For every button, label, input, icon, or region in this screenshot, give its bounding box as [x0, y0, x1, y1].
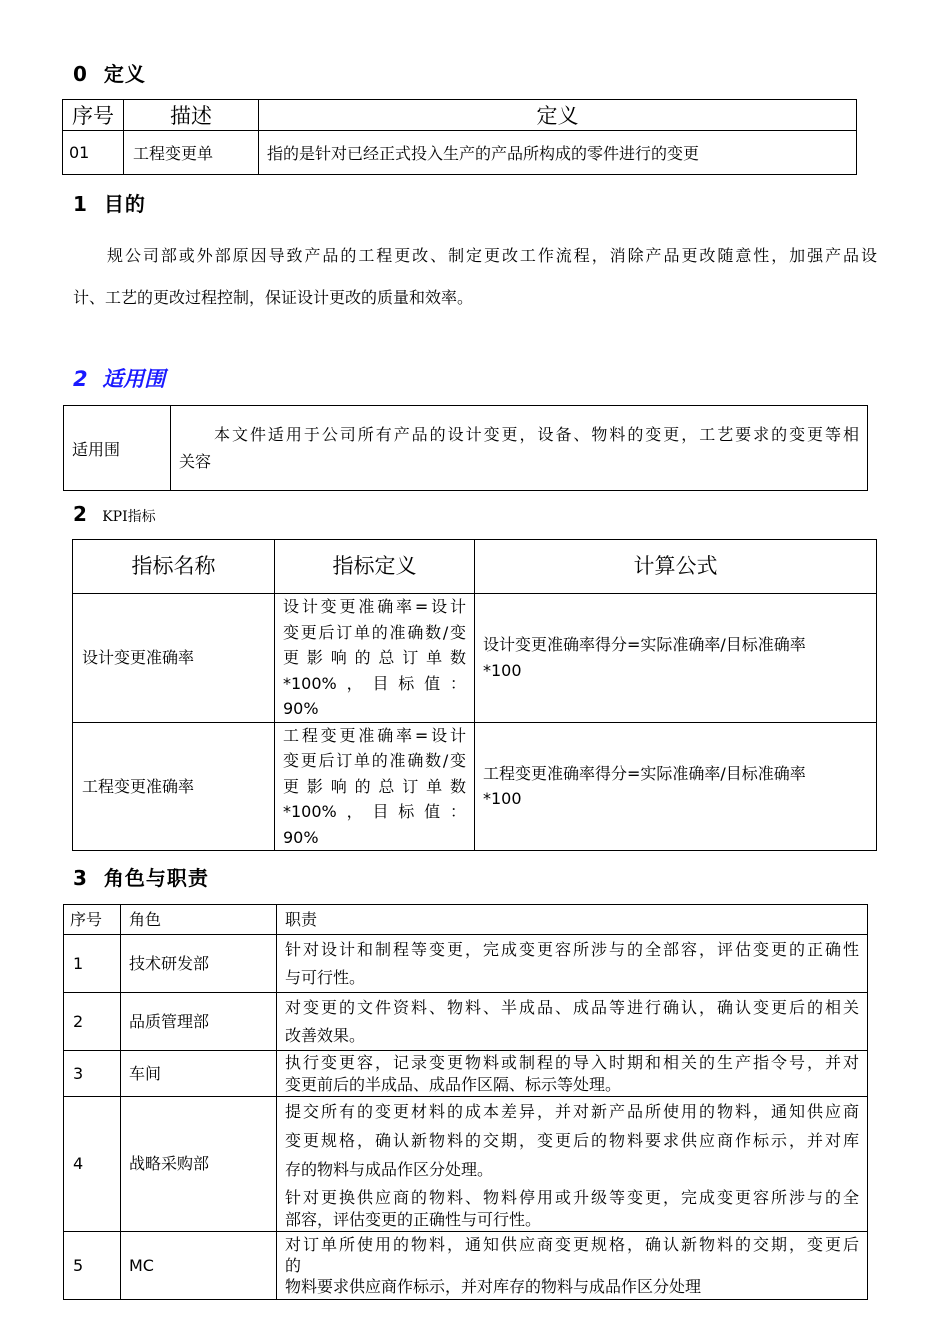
paragraph-line: 计、工艺的更改过程控制，保证设计更改的质量和效率。	[73, 288, 474, 307]
text-line: 提交所有的变更材料的成本差异，并对新产品所使用的物料，通知供应商	[285, 1102, 859, 1121]
role-cell: 技术研发部	[121, 935, 277, 993]
text-line: 变更后订单的准确数/变	[283, 751, 466, 770]
purpose-paragraph	[73, 235, 877, 319]
row-number-cell: 1	[64, 935, 121, 993]
paragraph-line: 规公司部或外部原因导致产品的工程更改、制定更改工作流程，消除产品更改随意性，加强产品设	[107, 246, 877, 265]
role-cell: 战略采购部	[121, 1097, 277, 1232]
table-row	[64, 1097, 868, 1232]
role-cell: MC	[121, 1232, 277, 1300]
section-title: 角色与职责	[103, 866, 209, 890]
section-1-heading	[73, 188, 146, 217]
text-line: 工程变更准确率得分=实际准确率/目标准确率	[483, 763, 806, 783]
table-row	[64, 1232, 868, 1300]
header-cell: 指标名称	[73, 540, 275, 594]
text-line: 更影响的总订单数	[283, 648, 466, 667]
duty-cell	[277, 935, 868, 993]
text-line: 对订单所使用的物料，通知供应商变更规格，确认新物料的交期，变更后	[285, 1235, 859, 1254]
header-cell: 定义	[259, 100, 857, 131]
scope-table	[63, 405, 868, 491]
table-row	[64, 935, 868, 993]
text-line: 对变更的文件资料、物料、半成品、成品等进行确认，确认变更后的相关	[285, 997, 859, 1017]
text-line: 改善效果。	[285, 1025, 366, 1045]
header-cell: 角色	[121, 905, 277, 935]
table-row	[73, 722, 877, 851]
role-cell: 品质管理部	[121, 993, 277, 1051]
header-cell: 职责	[277, 905, 868, 935]
text-line: 针对更换供应商的物料、物料停用或升级等变更，完成变更容所涉与的全	[285, 1188, 859, 1207]
term-cell: 工程变更单	[124, 131, 259, 175]
kpi-table	[72, 539, 877, 851]
header-cell: 描述	[124, 100, 259, 131]
duty-cell	[277, 1232, 868, 1300]
section-number: 1	[73, 192, 88, 216]
text-line: 针对设计和制程等变更，完成变更容所涉与的全部容，评估变更的正确性	[285, 939, 859, 959]
kpi-heading	[73, 502, 156, 526]
text-line: *100	[483, 789, 522, 809]
roles-table	[63, 904, 868, 1300]
duty-cell	[277, 1051, 868, 1097]
kpi-name-cell: 工程变更准确率	[73, 722, 275, 851]
kpi-name-cell: 设计变更准确率	[73, 594, 275, 723]
text-line: 工程变更准确率=设计	[283, 725, 466, 745]
section-number: 2	[73, 502, 87, 526]
section-2-heading	[73, 363, 165, 393]
scope-line: 本文件适用于公司所有产品的设计变更，设备、物料的变更，工艺要求的变更等相	[214, 425, 859, 444]
row-number-cell: 4	[64, 1097, 121, 1232]
table-row	[73, 594, 877, 723]
row-number-cell: 2	[64, 993, 121, 1051]
section-number: 0	[73, 62, 88, 86]
kpi-formula-cell	[475, 594, 877, 723]
text-line: 变更规格，确认新物料的交期，变更后的物料要求供应商作标示，并对库	[285, 1131, 859, 1150]
row-number-cell: 01	[63, 131, 124, 175]
section-number: 3	[73, 866, 88, 890]
text-line: 变更前后的半成品、成品作区隔、标示等处理。	[285, 1074, 622, 1094]
text-line: 设计变更准确率=设计	[283, 597, 466, 616]
header-cell: 计算公式	[475, 540, 877, 594]
text-line: 与可行性。	[285, 967, 366, 987]
role-cell: 车间	[121, 1051, 277, 1097]
row-number-cell: 5	[64, 1232, 121, 1300]
text-line: 执行变更容，记录变更物料或制程的导入时期和相关的生产指令号，并对	[285, 1052, 859, 1072]
section-3-heading	[73, 862, 209, 891]
text-line: 的	[285, 1256, 302, 1275]
scope-label-cell: 适用围	[64, 406, 171, 491]
kpi-definition-cell	[275, 594, 475, 723]
text-line: 存的物料与成品作区分处理。	[285, 1160, 494, 1179]
section-title: 目的	[103, 192, 146, 216]
row-number-cell: 3	[64, 1051, 121, 1097]
section-title: 定义	[103, 62, 146, 86]
definition-table	[62, 99, 857, 175]
scope-line: 关容	[179, 452, 212, 471]
table-row	[64, 993, 868, 1051]
section-0-heading	[73, 58, 146, 87]
kpi-formula-cell	[475, 722, 877, 851]
header-cell: 指标定义	[275, 540, 475, 594]
header-cell: 序号	[64, 905, 121, 935]
kpi-definition-cell	[275, 722, 475, 851]
table-row	[64, 1051, 868, 1097]
section-title: KPI指标	[102, 509, 156, 525]
text-line: 90%	[283, 827, 319, 847]
text-line: 变更后订单的准确数/变	[283, 622, 466, 642]
text-line: *100%，目标值：	[283, 802, 466, 821]
text-line: 部容，评估变更的正确性与可行性。	[285, 1210, 542, 1229]
duty-cell	[277, 993, 868, 1051]
duty-cell	[277, 1097, 868, 1232]
section-number: 2	[73, 367, 88, 391]
text-line: 设计变更准确率得分=实际准确率/目标准确率	[483, 635, 806, 655]
text-line: *100	[483, 660, 522, 680]
definition-cell: 指的是针对已经正式投入生产的产品所构成的零件进行的变更	[259, 131, 857, 175]
text-line: *100%，目标值：	[283, 673, 466, 693]
text-line: 物料要求供应商作标示，并对库存的物料与成品作区分处理	[285, 1277, 702, 1296]
scope-content-cell	[171, 406, 868, 491]
section-title: 适用围	[102, 367, 166, 391]
text-line: 90%	[283, 699, 319, 718]
header-cell: 序号	[63, 100, 124, 131]
text-line: 更影响的总订单数	[283, 776, 466, 796]
